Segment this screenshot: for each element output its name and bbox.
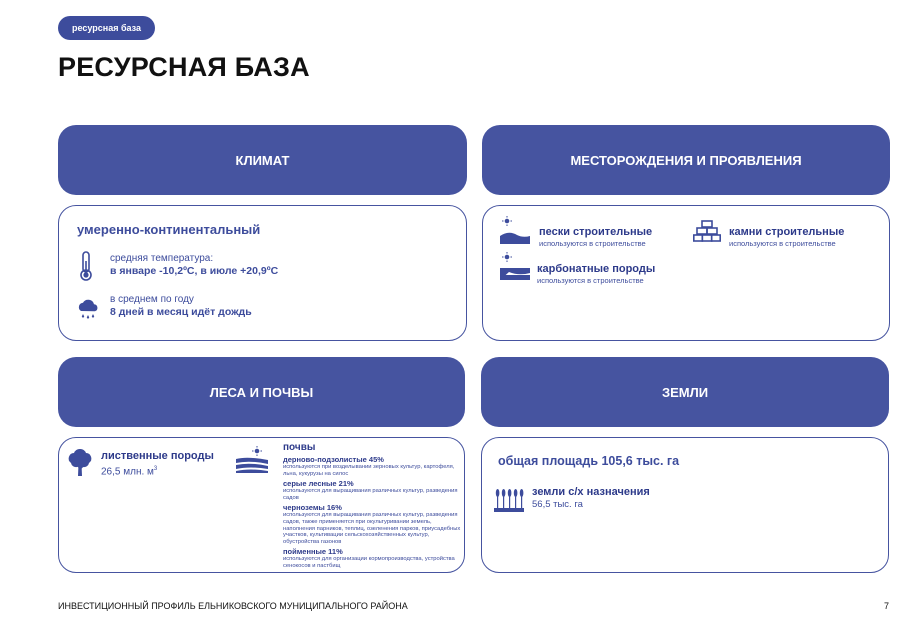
climate-card — [58, 205, 467, 341]
deposit-subtitle: используются в строительстве — [537, 276, 644, 285]
total-area: общая площадь 105,6 тыс. га — [498, 454, 680, 468]
climate-header: КЛИМАТ — [58, 125, 467, 195]
soil-name: дерново-подзолистые 45% — [283, 455, 384, 464]
soil-name: черноземы 16% — [283, 503, 342, 513]
deciduous-volume: 26,5 млн. $м^3$ — [101, 466, 158, 478]
soil-item — [283, 455, 463, 477]
sand-icon — [499, 216, 531, 246]
section-tag: ресурсная база — [58, 16, 155, 40]
lands-card — [481, 437, 889, 573]
agri-land-label: земли с/х назначения — [532, 486, 650, 498]
soil-description: используются для выращивания различных культур, разведения садов — [283, 488, 458, 501]
stones-icon — [693, 220, 721, 242]
deposits-header: МЕСТОРОЖДЕНИЯ И ПРОЯВЛЕНИЯ — [482, 125, 890, 195]
soil-name: пойменные 11% — [283, 547, 343, 557]
field-icon — [235, 446, 269, 474]
temperature-value: в январе -10,2ºС, в июле +20,9ºС — [110, 265, 279, 277]
page-title: РЕСУРСНАЯ БАЗА — [58, 52, 310, 82]
footer-text: ИНВЕСТИЦИОННЫЙ ПРОФИЛЬ ЕЛЬНИКОВСКОГО МУНИЦИПАЛЬНОГО РАЙОНА — [58, 601, 408, 611]
wheat-icon — [493, 488, 525, 514]
forests-header: ЛЕСА И ПОЧВЫ — [58, 357, 465, 427]
rain-label: в среднем по году — [110, 294, 194, 305]
deposit-subtitle: используются в строительстве — [539, 239, 646, 248]
climate-type: умеренно-континентальный — [77, 222, 261, 237]
deposit-title: пески строительные — [539, 226, 653, 238]
soil-name: серые лесные 21% — [283, 479, 354, 489]
rain-value: 8 дней в месяц идёт дождь — [110, 306, 252, 318]
thermometer-icon — [79, 251, 93, 281]
temperature-label: средняя температура: — [110, 253, 214, 264]
rain-cloud-icon — [76, 298, 100, 322]
soil-description: используются при возделывании зерновых культур, картофеля, льна, кукурузы на силос — [283, 464, 455, 477]
soil-description: используются для выращивания различных культур, разведения садов, также применяется при окультуривании земель, наполнения парников, теплиц, озеленения парков, приусадебных участков, культивации сельскохозяйственных культур, обустройства газонов — [283, 512, 461, 545]
soils-title: почвы — [283, 442, 316, 453]
soil-item — [283, 503, 463, 545]
page-number: 7 — [884, 601, 890, 611]
deposits-card — [482, 205, 890, 341]
soil-item — [283, 547, 463, 569]
deposit-subtitle: используются в строительстве — [729, 239, 836, 248]
agri-land-value: 56,5 тыс. га — [532, 499, 583, 510]
soil-description: используются для организации кормопроизводства, устройства сенокосов и пастбищ — [283, 556, 455, 569]
deposit-title: камни строительные — [729, 226, 845, 238]
deciduous-label: лиственные породы — [101, 450, 214, 462]
soil-item — [283, 479, 463, 501]
tree-icon — [65, 447, 95, 477]
rocks-icon — [499, 252, 531, 282]
lands-header: ЗЕМЛИ — [481, 357, 889, 427]
deposit-title: карбонатные породы — [537, 263, 656, 275]
forests-card — [58, 437, 465, 573]
